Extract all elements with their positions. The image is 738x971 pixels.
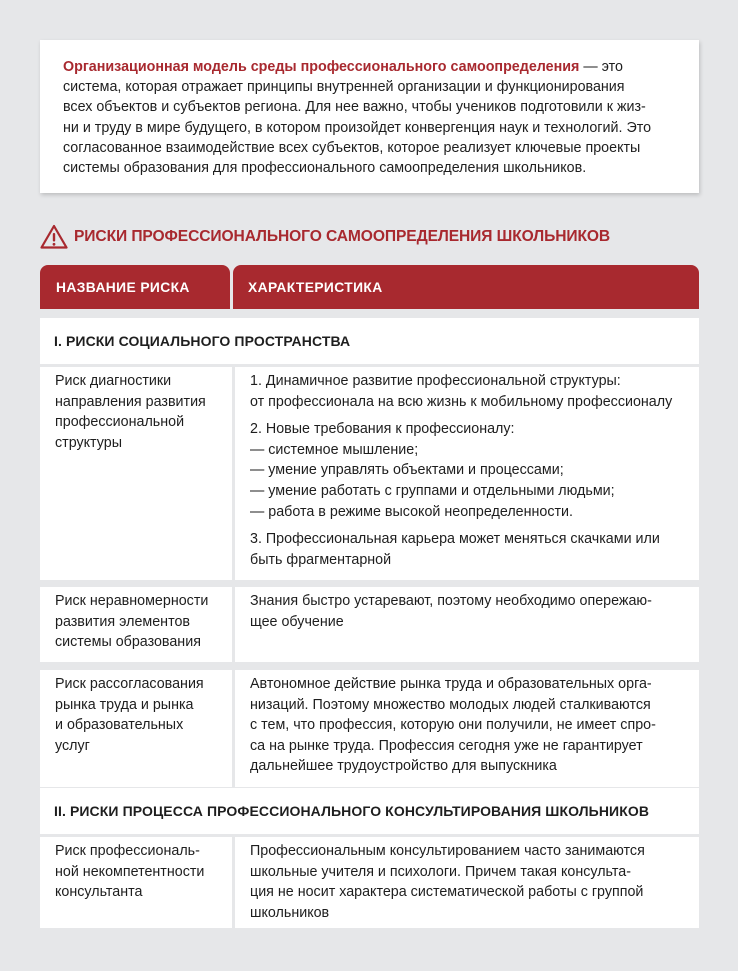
description-line: школьников [250,904,330,921]
definition-line: ни и труду в мире будущего, в котором произойдет конвергенция наук и технологий. Это [63,119,652,136]
description-line: 3. Профессиональная карьера может меняться скачками или [250,531,660,548]
definition-text: — это [579,59,623,75]
risk-name-line: Риск рассогласования [55,676,204,692]
description-line: школьные учителя и психологи. Причем такая консульта- [250,863,631,880]
risk-name-line: консультанта [55,884,143,901]
section-header: II. РИСКИ ПРОЦЕССА ПРОФЕССИОНАЛЬНОГО КОНСУЛЬТИРОВАНИЯ ШКОЛЬНИКОВ [40,788,699,834]
risk-name-line: Риск профессиональ- [55,843,200,859]
risk-name-line: ной некомпетентности [55,863,205,880]
description-line: Автономное действие рынка труда и образовательных орга- [250,676,652,692]
definition-line: система, которая отражает принципы внутренней организации и функционирования [63,79,625,96]
description-line: от профессионала на всю жизнь к мобильному профессионалу [250,393,673,410]
risk-name-line: системы образования [55,634,201,651]
description-line: — системное мышление; [250,441,419,458]
definition-line: согласованное взаимодействие всех субъектов, которое реализует ключевые проекты [63,139,641,156]
column-header-characteristic: ХАРАКТЕРИСТИКА [233,265,699,309]
risk-name-line: Риск неравномерности [55,593,209,609]
risk-name-line: направления развития [55,393,206,410]
definition-box [40,40,699,193]
description-paragraph [250,591,689,632]
risk-name-cell [40,670,232,787]
risk-name-line: и образовательных [55,717,184,734]
risk-name-line: Риск диагностики [55,373,172,389]
description-line: щее обучение [250,613,344,630]
description-line: быть фрагментарной [250,551,392,568]
description-paragraph [250,419,689,522]
risk-name-cell [40,587,232,662]
description-line: са на рынке труда. Профессия сегодня уже не гарантирует [250,737,643,754]
risk-name-line: рынка труда и рынка [55,696,194,713]
risk-name-line: структуры [55,434,122,451]
description-line: ция не носит характера систематической работы с группой [250,884,644,901]
description-line: — работа в режиме высокой неопределенности. [250,503,574,520]
risk-name-cell [40,367,232,580]
description-line: — умение работать с группами и отдельными людьми; [250,482,615,499]
section-header: I. РИСКИ СОЦИАЛЬНОГО ПРОСТРАНСТВА [40,318,699,364]
description-line: с тем, что профессия, которую они получили, не имеет спро- [250,717,656,734]
risk-name-line: услуг [55,737,90,754]
definition-term: Организационная модель среды профессионального самоопределения [63,59,580,75]
description-line: 1. Динамичное развитие профессиональной структуры: [250,373,621,389]
risk-description-cell [235,670,699,787]
description-paragraph [250,841,689,923]
description-line: Знания быстро устаревают, поэтому необходимо опережаю- [250,593,652,609]
warning-icon [40,224,68,250]
description-line: — умение управлять объектами и процессами; [250,462,564,479]
description-paragraph [250,674,689,777]
risk-name-line: профессиональной [55,414,185,431]
description-paragraph [250,529,689,570]
risk-name-line: развития элементов [55,613,191,630]
description-paragraph [250,371,689,412]
risk-description-cell [235,367,699,580]
risk-description-cell [235,837,699,928]
risk-description-cell [235,587,699,662]
description-line: дальнейшее трудоустройство для выпускника [250,758,557,775]
description-line: Профессиональным консультированием часто занимаются [250,843,645,859]
description-line: 2. Новые требования к профессионалу: [250,421,515,438]
definition-line: системы образования для профессионального самоопределения школьников. [63,160,587,177]
risks-heading [40,222,700,252]
column-header-risk-name: НАЗВАНИЕ РИСКА [40,265,230,309]
risk-name-cell [40,837,232,928]
page-title: РИСКИ ПРОФЕССИОНАЛЬНОГО САМООПРЕДЕЛЕНИЯ ШКОЛЬНИКОВ [74,228,611,245]
description-line: низаций. Поэтому множество молодых людей сталкиваются [250,696,651,713]
definition-line: всех объектов и субъектов региона. Для нее важно, чтобы учеников подготовили к жиз- [63,99,646,116]
